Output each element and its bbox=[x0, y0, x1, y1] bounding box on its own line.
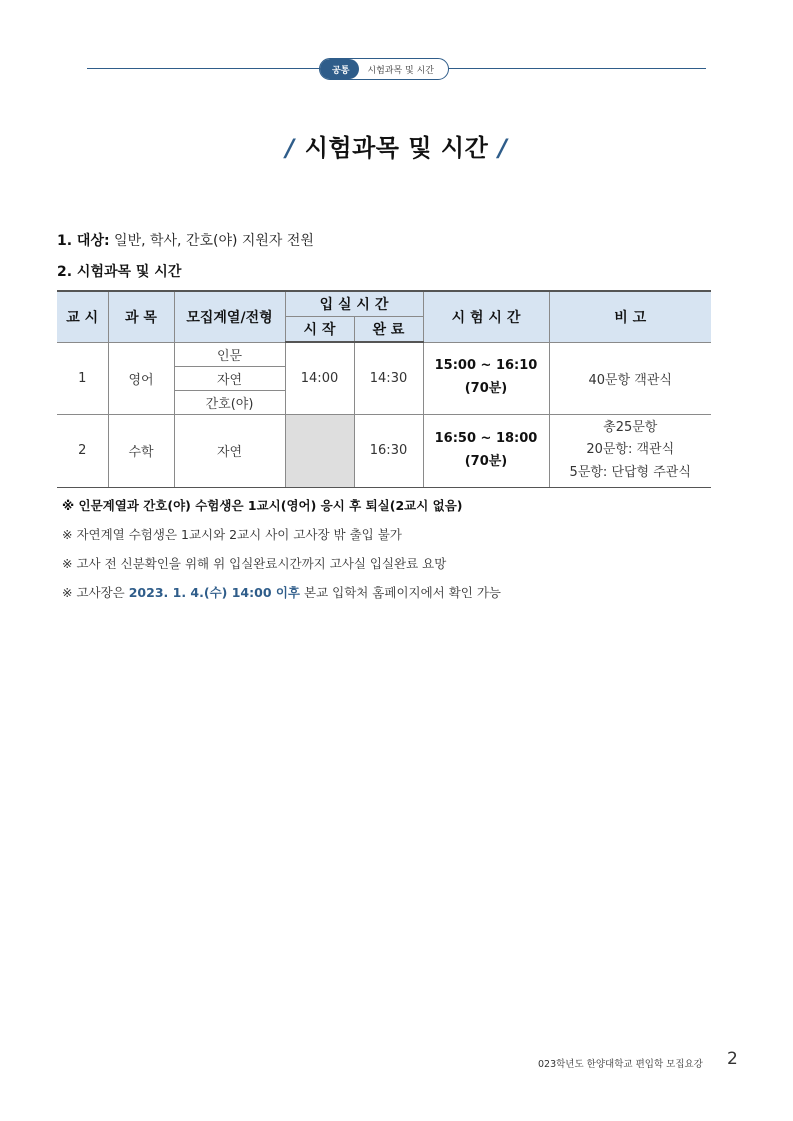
remark-cell bbox=[549, 414, 711, 487]
target-text: 일반, 학사, 간호(야) 지원자 전원 bbox=[109, 233, 314, 249]
header-entry-end: 완 료 bbox=[354, 317, 423, 343]
section-tab-title: 시험과목 및 시간 bbox=[367, 65, 434, 76]
track-cell: 자연 bbox=[174, 414, 285, 487]
exam-time-cell bbox=[423, 342, 549, 414]
target-line bbox=[57, 230, 314, 250]
note-item: ※ 인문계열과 간호(야) 수험생은 1교시(영어) 응시 후 퇴실(2교시 없음) bbox=[62, 498, 463, 513]
period-cell: 2 bbox=[57, 414, 108, 487]
table-header-row bbox=[57, 291, 711, 317]
note-item: ※ 자연계열 수험생은 1교시와 2교시 사이 고사장 밖 출입 불가 bbox=[62, 527, 402, 542]
page-title-text: 시험과목 및 시간 bbox=[304, 134, 489, 162]
remark-line: 5문항: 단답형 주관식 bbox=[569, 464, 691, 480]
title-slash-left: / bbox=[285, 134, 295, 162]
exam-schedule-table bbox=[57, 290, 711, 488]
entry-end-cell: 14:30 bbox=[354, 342, 423, 414]
remark-cell: 40문항 객관식 bbox=[549, 342, 711, 414]
track-cell: 자연 bbox=[174, 366, 285, 390]
remark-line: 20문항: 객관식 bbox=[586, 442, 675, 458]
header-entry-start: 시 작 bbox=[285, 317, 354, 343]
note-item: ※ 고사 전 신분확인을 위해 위 입실완료시간까지 고사실 입실완료 요망 bbox=[62, 556, 447, 571]
header-subject: 과 목 bbox=[108, 291, 174, 342]
header-exam-time: 시 험 시 간 bbox=[423, 291, 549, 342]
note-highlight-date: 2023. 1. 4.(수) 14:00 이후 bbox=[128, 585, 301, 600]
exam-time-cell bbox=[423, 414, 549, 487]
note-item bbox=[62, 583, 501, 612]
section-tab bbox=[319, 58, 449, 80]
exam-time-range: 15:00 ~ 16:10 bbox=[434, 358, 538, 374]
note-prefix: ※ 고사장은 bbox=[62, 585, 129, 600]
subject-cell: 수학 bbox=[108, 414, 174, 487]
page-number: 2 bbox=[727, 1049, 738, 1069]
exam-duration: (70분) bbox=[464, 453, 508, 469]
entry-start-cell-empty bbox=[285, 414, 354, 487]
table-row bbox=[57, 414, 711, 487]
header-period: 교 시 bbox=[57, 291, 108, 342]
track-cell: 간호(야) bbox=[174, 390, 285, 414]
header-track: 모집계열/전형 bbox=[174, 291, 285, 342]
notes-list bbox=[62, 496, 501, 612]
target-lead: 1. 대상: bbox=[57, 233, 110, 249]
title-slash-right: / bbox=[498, 134, 508, 162]
section-tab-label: 공통 bbox=[320, 59, 359, 79]
subject-cell: 영어 bbox=[108, 342, 174, 414]
track-cell: 인문 bbox=[174, 342, 285, 366]
page-title bbox=[0, 128, 793, 163]
header-remark: 비 고 bbox=[549, 291, 711, 342]
entry-end-cell: 16:30 bbox=[354, 414, 423, 487]
note-suffix: 본교 입학처 홈페이지에서 확인 가능 bbox=[300, 585, 502, 600]
entry-start-cell: 14:00 bbox=[285, 342, 354, 414]
period-cell: 1 bbox=[57, 342, 108, 414]
footer-text: 023학년도 한양대학교 편입학 모집요강 bbox=[538, 1059, 703, 1070]
header-entry-time: 입 실 시 간 bbox=[285, 291, 423, 317]
exam-time-range: 16:50 ~ 18:00 bbox=[434, 430, 538, 446]
table-row bbox=[57, 342, 711, 366]
remark-line: 총25문항 bbox=[603, 420, 658, 436]
exam-duration: (70분) bbox=[464, 381, 508, 396]
section-heading: 2. 시험과목 및 시간 bbox=[57, 264, 182, 280]
